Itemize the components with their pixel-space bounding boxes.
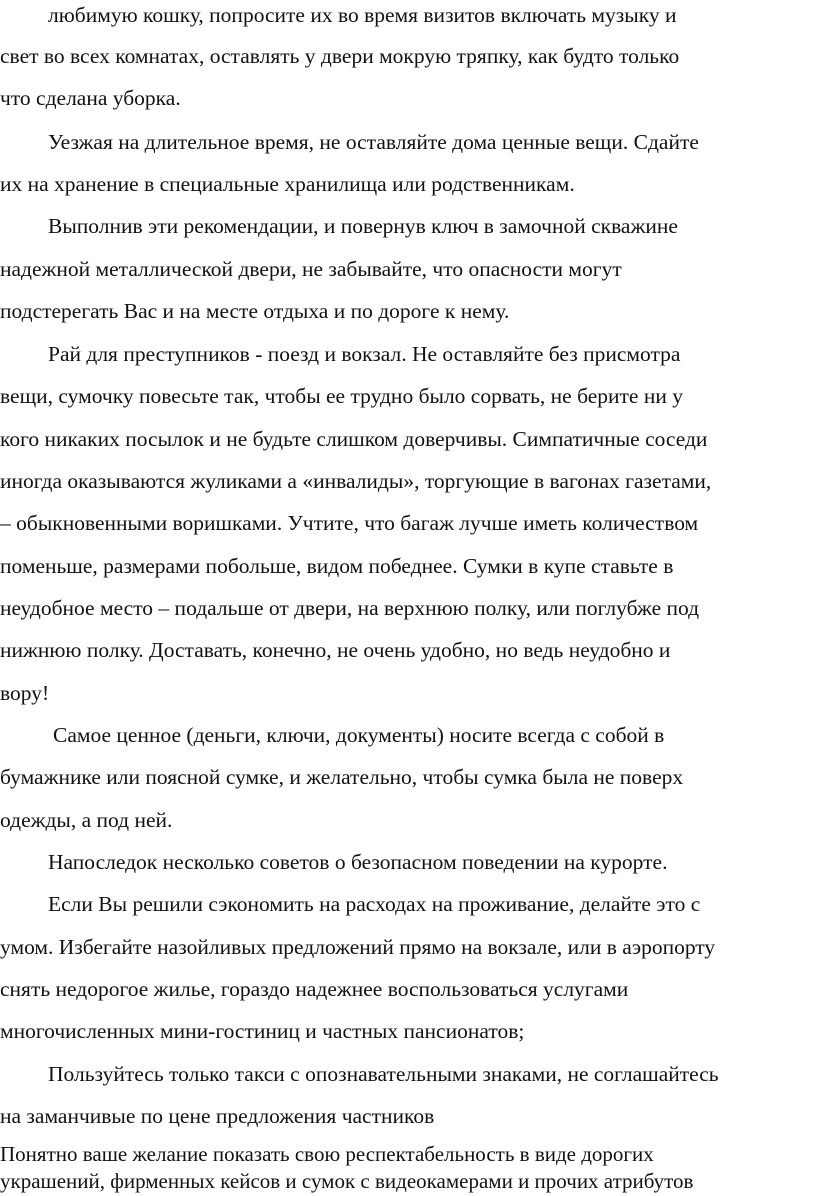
text-line: нижнюю полку. Доставать, конечно, не очень удобно, но ведь неудобно и [0, 638, 671, 662]
text-line: Уезжая на длительное время, не оставляйте дома ценные вещи. Сдайте [48, 130, 699, 154]
text-line: Выполнив эти рекомендации, и повернув ключ в замочной скважине [48, 214, 678, 238]
text-line: Рай для преступников - поезд и вокзал. Не оставляйте без присмотра [48, 342, 681, 366]
text-line: кого никаких посылок и не будьте слишком доверчивы. Симпатичные соседи [0, 427, 708, 451]
text-line: Пользуйтесь только такси с опознавательными знаками, не соглашайтесь [48, 1062, 719, 1086]
text-line: Понятно ваше желание показать свою респектабельность в виде дорогих [0, 1142, 654, 1166]
text-line: неудобное место – подальше от двери, на верхнюю полку, или поглубже под [0, 596, 700, 620]
text-line: надежной металлической двери, не забывайте, что опасности могут [0, 257, 622, 281]
text-line: Напоследок несколько советов о безопасном поведении на курорте. [48, 850, 668, 874]
text-line: подстерегать Вас и на месте отдыха и по дороге к нему. [0, 299, 510, 323]
text-line: поменьше, размерами побольше, видом победнее. Сумки в купе ставьте в [0, 554, 674, 578]
text-line: – обыкновенными воришками. Учтите, что багаж лучше иметь количеством [0, 511, 699, 535]
text-line: иногда оказываются жуликами а «инвалиды», торгующие в вагонах газетами, [0, 469, 712, 493]
text-line: на заманчивые по цене предложения частников [0, 1104, 435, 1128]
text-line: любимую кошку, попросите их во время визитов включать музыку и [48, 3, 677, 27]
text-line: одежды, а под ней. [0, 808, 173, 832]
text-line: Если Вы решили сэкономить на расходах на проживание, делайте это с [48, 892, 701, 916]
text-line: вору! [0, 681, 50, 705]
text-line: их на хранение в специальные хранилища или родственникам. [0, 172, 575, 196]
text-line: снять недорогое жилье, гораздо надежнее воспользоваться услугами [0, 977, 629, 1001]
text-line: украшений, фирменных кейсов и сумок с видеокамерами и прочих атрибутов [0, 1169, 694, 1193]
text-line: что сделана уборка. [0, 86, 181, 110]
text-line: Самое ценное (деньги, ключи, документы) носите всегда с собой в [53, 723, 665, 747]
text-line: вещи, сумочку повесьте так, чтобы ее трудно было сорвать, не берите ни у [0, 384, 683, 408]
text-line: многочисленных мини-гостиниц и частных пансионатов; [0, 1019, 525, 1043]
text-line: бумажнике или поясной сумке, и желательно, чтобы сумка была не поверх [0, 765, 684, 789]
text-line: умом. Избегайте назойливых предложений прямо на вокзале, или в аэропорту [0, 935, 716, 959]
text-line: свет во всех комнатах, оставлять у двери мокрую тряпку, как будто только [0, 44, 680, 68]
